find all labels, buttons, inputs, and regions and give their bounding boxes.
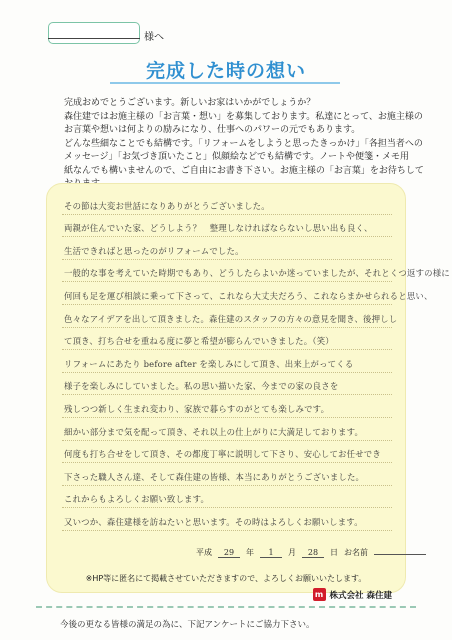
letter-line bbox=[62, 350, 392, 373]
letter-line bbox=[62, 237, 392, 260]
intro-line: 紙なんでも構いませんので、ご自由にお書き下さい。お施主様の「お言葉」をお待ちして bbox=[64, 165, 424, 176]
handwritten-text: 下さった職人さん達、そして森住建の皆様、本当にありがとうございました。 bbox=[64, 471, 365, 482]
signature-row bbox=[196, 547, 426, 558]
letter-line bbox=[62, 282, 433, 305]
letter-line bbox=[62, 192, 392, 215]
letter-line bbox=[62, 463, 392, 486]
handwritten-text: その節は大変お世話になりありがとうございました。 bbox=[64, 200, 270, 211]
handwritten-text: 何度も打ち合せをして頂き、その都度丁寧に説明して下さり、安心してお任せでき bbox=[64, 449, 381, 460]
letter-line bbox=[62, 373, 392, 396]
letter-line bbox=[62, 328, 392, 351]
handwritten-text: 残しつつ新しく生まれ変わり、家族で暮らすのがとても楽しみです。 bbox=[64, 403, 330, 414]
letter-line bbox=[62, 441, 392, 464]
handwritten-letter bbox=[62, 192, 450, 531]
date-era: 平成 bbox=[196, 548, 212, 557]
date-year: 29 bbox=[218, 548, 240, 558]
date-year-label: 年 bbox=[246, 548, 254, 557]
handwritten-text: 又いつか、森住建様を訪ねたいと思います。その時はよろしくお願いします。 bbox=[64, 516, 363, 527]
intro-line: メッセージ」「お気づき頂いたこと」似顔絵などでも結構です。ノートや便箋・メモ用 bbox=[64, 152, 409, 162]
letter-line bbox=[62, 395, 392, 418]
date-day: 28 bbox=[302, 548, 324, 558]
intro-text bbox=[64, 97, 424, 192]
handwritten-text: 色々なアイデアを出して頂きました。森住建のスタッフの方々の意見を聞き、後押しし bbox=[64, 313, 398, 324]
name-field bbox=[374, 554, 426, 555]
handwritten-text: て頂き、打ち合せを重ねる度に夢と希望が膨らんでいきました。（笑） bbox=[64, 336, 334, 347]
addressee-name-box bbox=[48, 22, 140, 44]
title-underline bbox=[110, 82, 340, 84]
page-title: 完成した時の想い bbox=[145, 60, 306, 82]
company-name: 株式会社 森住建 bbox=[329, 590, 392, 601]
company-credit bbox=[313, 588, 392, 601]
letter-line bbox=[62, 418, 392, 441]
intro-line: どんな些細なことでも結構です。「リフォームをしようと思ったきっかけ」「各担当者への bbox=[64, 138, 423, 149]
handwritten-text: 生活できればと思ったのがリフォームでした。 bbox=[64, 245, 244, 256]
letter-line bbox=[62, 508, 392, 531]
letter-line bbox=[62, 486, 392, 509]
handwritten-text: 何回も足を運び相談に乗って下さって、これなら大丈夫だろう、これならまかせられると思い、 bbox=[64, 290, 433, 301]
addressee-suffix: 様へ bbox=[144, 32, 164, 43]
date-month-label: 月 bbox=[288, 548, 296, 557]
intro-line: 森住建ではお施主様の「お言葉・想い」を募集しております。私達にとって、お施主様の bbox=[64, 111, 423, 122]
name-label: お名前 bbox=[344, 548, 368, 557]
date-day-label: 日 bbox=[330, 548, 338, 557]
handwritten-text: 様子を楽しみにしていました。私の思い描いた家、今までの家の良さを bbox=[64, 381, 339, 392]
survey-divider bbox=[36, 606, 416, 608]
handwritten-text: 両親が住んでいた家、どうしよう？ 整理しなければならないし思い出も良く、 bbox=[64, 223, 373, 234]
letter-line bbox=[62, 215, 392, 238]
company-logo-icon: m bbox=[313, 588, 326, 601]
survey-title: 今後の更なる皆様の満足の為に、下記アンケートにご協力下さい。 bbox=[60, 620, 315, 630]
handwritten-text: 細かい部分まで気を配って頂き、それ以上の仕上がりに大満足しております。 bbox=[64, 426, 364, 437]
handwritten-text: 一般的な事を考えていた時期でもあり、どうしたらよいか迷っていましたが、それとくつ返すの様に bbox=[64, 268, 450, 279]
publication-note: ※HP等に匿名にて掲載させていただきますので、よろしくお願いいたします。 bbox=[85, 574, 367, 583]
date-month: 1 bbox=[260, 548, 282, 558]
letter-line bbox=[62, 305, 398, 328]
intro-line: 完成おめでとうございます。新しいお家はいかがでしょうか？ bbox=[64, 98, 316, 108]
addressee-underline bbox=[48, 38, 140, 39]
handwritten-text: リフォームにあたり before after を楽しみにして頂き、出来上がってくる bbox=[64, 358, 354, 369]
handwritten-text: これからもよろしくお願い致します。 bbox=[64, 494, 210, 505]
intro-line: お言葉や想いは何よりの励みになり、仕事へのパワーの元でもあります。 bbox=[64, 125, 361, 135]
letter-line bbox=[62, 260, 450, 283]
